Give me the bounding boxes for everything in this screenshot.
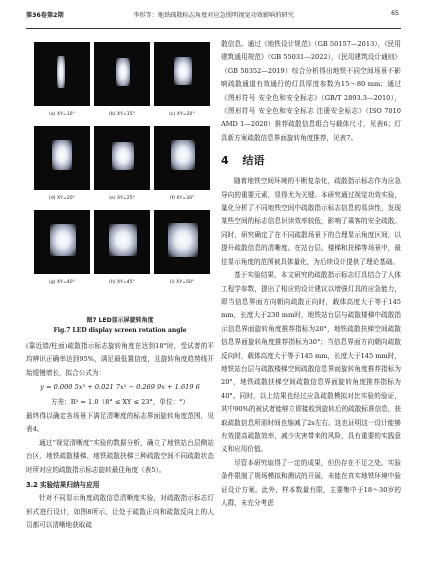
figure-panel-b bbox=[94, 42, 150, 116]
article-running-title: 李形等：地铁疏散标志角度对应急照明视觉功效影响的研究 bbox=[133, 12, 294, 19]
panel-g-label: (g) XY=40° bbox=[49, 280, 75, 285]
led-screen-glow bbox=[174, 57, 192, 85]
figure-panel-d bbox=[34, 126, 90, 200]
figure-caption-en: Fig.7 LED display screen rotation angle bbox=[53, 327, 187, 334]
figure-panel-f bbox=[154, 126, 210, 200]
section-heading bbox=[221, 153, 401, 169]
led-screen-glow bbox=[57, 56, 65, 88]
led-screen-glow bbox=[50, 224, 76, 256]
panel-a-image bbox=[34, 42, 90, 106]
subsection-heading: 3.2 实验结果归纳与应用 bbox=[26, 481, 100, 490]
page-number: 65 bbox=[391, 10, 399, 17]
panel-b-image bbox=[94, 42, 150, 106]
figure-panel-g bbox=[34, 210, 90, 284]
panel-f-label: (f) XY=30° bbox=[169, 196, 195, 201]
panel-e-image bbox=[94, 126, 150, 190]
header-rule bbox=[26, 28, 401, 29]
panel-a-label: (a) XY=10° bbox=[49, 112, 75, 117]
led-screen-glow bbox=[109, 224, 137, 256]
body-paragraph: 最终得以确定各场景下满足清晰度的标志界面旋转角度范围，见表4。 bbox=[26, 412, 214, 434]
panel-c-image bbox=[154, 42, 210, 106]
figure-panel-i bbox=[154, 210, 210, 284]
led-screen-glow bbox=[52, 140, 72, 170]
body-paragraph: 通过“视觉清晰度”实验的数据分析，确立了地铁站台层侧站台区、地铁疏散楼梯、地铁疏散扶梯三种疏散空间不同疏散状态时所对应的疏散指示标志旋转最佳角度（表5）。 bbox=[26, 438, 214, 474]
right-column bbox=[221, 38, 401, 510]
panel-e-label: (e) XY=25° bbox=[109, 196, 135, 201]
panel-f-image bbox=[154, 126, 210, 190]
section-title: 结语 bbox=[242, 154, 265, 168]
led-screen-glow bbox=[168, 223, 198, 257]
panel-h-image bbox=[94, 210, 150, 274]
body-paragraph: 散信息。通过《地铁设计规范》（GB 50157—2013），《民用建筑通用规范》（GB 55031—2022），《民用建筑设计通则》（GB 50352—2019）综合分析得出地铁不同空间场景不影响疏散通道有效通行的灯具厚度参数为15～80 mm；通过《图形符号 安全色和安全标志》（GB/T 2893.3—2010），《图形符号 安全色和安全标志 注册安全标志》（ISO 7010 AMD 1—2020）推荐疏散信息组合与载体尺寸，见表6；灯具新方案疏散信息界面旋转角度推荐，见表7。 bbox=[221, 40, 401, 142]
figure-panel-c bbox=[154, 42, 210, 116]
figure-caption-cn: 图7 LED显示屏旋转角度 bbox=[86, 317, 154, 324]
panel-h-label: (h) XY=45° bbox=[109, 280, 135, 285]
equation-note: 方差：R² = 1.0（8° ≤ XY ≤ 23°，单位：°） bbox=[50, 397, 190, 406]
panel-i-label: (i) XY=50° bbox=[169, 280, 195, 285]
led-screen-glow bbox=[171, 140, 195, 170]
body-paragraph: 基于实验结果，本文研究的疏散指示标志灯具结合了人体工程学参数，提出了相应的设计建议以增强灯具的应急能力，即当信息界面方向朝向疏散正向时，载体高度大于等于145 mm，长度大于230 mm时，地铁站台层与疏散楼梯中疏散指示信息界面旋转角度推荐指标为20°，地铁疏散扶梯空间疏散信息界面旋转角度推荐指标为30°；当信息界面方向朝向疏散反向时，载体高度大于等于145 mm，长度大于145 mm时，地铁站台层与疏散楼梯空间疏散信息界面旋转角度推荐指标为20°，地铁疏散扶梯空间疏散信息界面旋转角度推荐指标为40°。同时，以上结果也经过应急疏散模拟对比实验的验证，其中90%的被试者能够立即接收到旋转后的疏散标准信息，获取疏散信息所需时间也缩减了2s左右。这也证明这一设计能够有效提高疏散效率，减少灾害带来的风险，具有重要的实践意义和应用价值。 bbox=[221, 271, 401, 454]
figure-panel-h bbox=[94, 210, 150, 284]
figure-panel-e bbox=[94, 126, 150, 200]
panel-i-image bbox=[154, 210, 210, 274]
running-header bbox=[0, 10, 427, 20]
led-screen-glow bbox=[116, 58, 130, 86]
left-column bbox=[26, 38, 214, 533]
body-paragraph: 随着地铁空间环境的不断复杂化，疏散指示标志作为应急导向的重要元素，显得尤为关键。本研究通过视觉功效实验，量化分析了不同地铁空间中疏散指示标志信息的易读性，发现某些空间的标志信息识读效率较低，影响了乘客的安全疏散。同时，研究确定了在不同疏散场景下的合理显示角度区间，以提升疏散信息的清晰度。在站台层、楼梯和扶梯等场景中，最佳显示角度的范围被具体量化，为后续设计提供了理论基础。 bbox=[221, 177, 401, 266]
figure-panel-a bbox=[34, 42, 90, 116]
panel-d-image bbox=[34, 126, 90, 190]
journal-volume: 第36卷第2期 bbox=[26, 12, 64, 19]
panel-g-image bbox=[34, 210, 90, 274]
panel-d-label: (d) XY=20° bbox=[49, 196, 75, 201]
body-paragraph: 针对不同显示角度疏散信息清晰度实验，对疏散指示标志灯形式进行设计，如图8所示，让处于疏散正向和疏散反向上的人员都可以清晰地获取疏 bbox=[26, 494, 214, 530]
section-number: 4 bbox=[221, 154, 229, 168]
figure-7-grid bbox=[26, 38, 214, 314]
panel-b-label: (b) XY=15° bbox=[109, 112, 135, 117]
body-paragraph: 尽管本研究取得了一定的成果，但仍存在不足之处。实验条件限制了规场模拟和测试的开展，未能在真实地铁环境中验证设计方案。此外，样本数量有限，主要集中于18～30岁的人群，未充分考虑 bbox=[221, 458, 401, 507]
fit-equation: y = 0.000 5x³ + 0.021 7x² − 0.269 9x + 1.619 6 bbox=[40, 383, 200, 392]
body-paragraph: (靠近墙/柱面)疏散指示标志旋转角度在达到18°时，受试者的平均辨识正确率达到95%，满足最低置信度，且旋转角度趋势线开始缓慢增长，拟合公式为： bbox=[26, 342, 214, 377]
panel-c-label: (c) XY=20° bbox=[169, 112, 195, 117]
led-screen-glow bbox=[112, 142, 134, 170]
